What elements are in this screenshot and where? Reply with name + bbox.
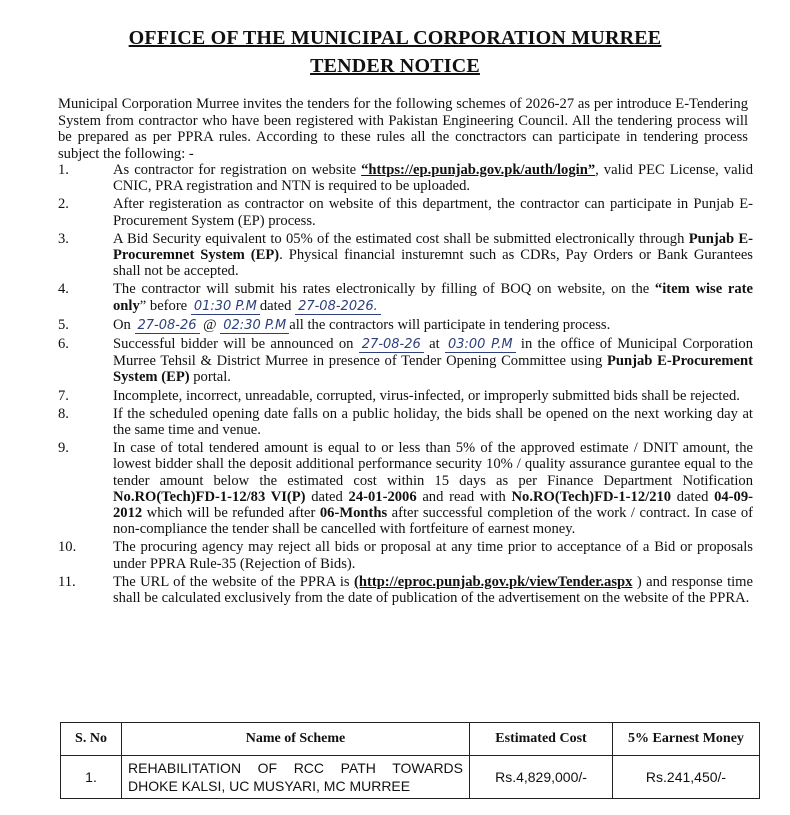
notification-number: No.RO(Tech)FD-1-12/210 bbox=[511, 488, 672, 505]
conditions-list bbox=[58, 162, 753, 608]
handwritten-date: 27-08-26 bbox=[135, 318, 200, 334]
notification-date: 04-09-2012 bbox=[113, 488, 753, 522]
item-number: 4. bbox=[58, 281, 69, 298]
handwritten-date: 27-08-26 bbox=[359, 337, 424, 353]
text-segment: . Physical financial insturemnt such as CDRs, Pay Orders or Bank Gurantees shall not be accepted. bbox=[113, 247, 753, 280]
condition-item bbox=[58, 281, 753, 314]
item-number: 8. bbox=[58, 405, 69, 422]
text-segment: at bbox=[423, 336, 445, 353]
item-number: 2. bbox=[58, 196, 69, 213]
bold-text: Punjab E-Procurement System (EP) bbox=[113, 353, 754, 386]
item-text: If the scheduled opening date falls on a public holiday, the bids shall be opened on the next working day at the same time and venue. bbox=[113, 405, 753, 439]
text-segment: in the office of Municipal Corporation Murree Tehsil & District Murree in presence of Tender Opening Committee using bbox=[113, 336, 754, 370]
text-segment: , valid PEC License, valid CNIC, PRA registration and NTN is required to be uploaded. bbox=[113, 162, 753, 195]
text-segment: all the contractors will participate in tendering process. bbox=[289, 316, 611, 333]
item-number: 11. bbox=[58, 573, 76, 590]
condition-item bbox=[58, 539, 753, 571]
text-segment: Successful bidder will be announced on bbox=[113, 336, 359, 353]
text-segment: In case of total tendered amount is equal to or less than 5% of the approved estimate / DNIT amount, the lowest bidder shall the deposit additional performance security 10% / quality assurance gurantee equal to the tender amount below the estimated cost within 15 days as per Finance Department Notification bbox=[113, 440, 753, 489]
handwritten-time: 02:30 P.M bbox=[220, 318, 289, 334]
text-segment: dated bbox=[259, 297, 296, 314]
ep-login-link[interactable]: “https://ep.punjab.gov.pk/auth/login” bbox=[361, 162, 596, 178]
handwritten-date: 27-08-2026. bbox=[295, 299, 381, 315]
notice-title: TENDER NOTICE bbox=[310, 55, 480, 77]
item-number: 3. bbox=[58, 230, 69, 247]
text-segment: portal. bbox=[189, 369, 231, 386]
item-text: The procuring agency may reject all bids or proposal at any time prior to acceptance of a Bid or proposals under PPRA Rule-35 (Rejection of Bids). bbox=[113, 539, 753, 572]
col-money-header: 5% Earnest Money bbox=[613, 723, 760, 756]
condition-item bbox=[58, 196, 753, 228]
condition-item bbox=[58, 574, 753, 606]
item-number: 7. bbox=[58, 387, 69, 404]
item-number: 5. bbox=[58, 316, 69, 333]
text-segment: dated bbox=[671, 488, 715, 505]
ppra-link[interactable]: (http://eproc.punjab.gov.pk/viewTender.aspx bbox=[354, 573, 633, 590]
notification-date: 24-01-2006 bbox=[348, 488, 417, 505]
text-segment: ) and response time shall be calculated exclusively from the date of publication of the advertisement on the website of the PPRA. bbox=[113, 573, 754, 607]
col-name-header: Name of Scheme bbox=[122, 723, 470, 756]
office-title: OFFICE OF THE MUNICIPAL CORPORATION MURREE bbox=[128, 27, 662, 49]
text-segment: after successful completion of the work / contract. In case of non-compliance the tender shall be cancelled with fortfeiture of earnest money. bbox=[113, 505, 753, 538]
bold-text: Punjab E-Procuremnet System (EP) bbox=[113, 230, 753, 264]
text-segment: The URL of the website of the PPRA is bbox=[113, 573, 354, 590]
cell-scheme-name: REHABILITATION OF RCC PATH TOWARDS DHOKE KALSI, UC MUSYARI, MC MURREE bbox=[122, 756, 470, 799]
item-number: 1. bbox=[58, 162, 69, 178]
item-text bbox=[113, 317, 753, 334]
handwritten-time: 01:30 P.M bbox=[191, 299, 260, 315]
condition-item bbox=[58, 231, 753, 280]
text-segment: dated bbox=[305, 488, 349, 505]
item-number: 10. bbox=[58, 539, 77, 556]
handwritten-time: 03:00 P.M bbox=[445, 337, 516, 353]
col-cost-header: Estimated Cost bbox=[470, 723, 613, 756]
item-number: 6. bbox=[58, 336, 69, 353]
condition-item bbox=[58, 388, 753, 404]
text-segment: A Bid Security equivalent to 05% of the estimated cost shall be submitted electronically through bbox=[113, 230, 689, 247]
condition-item bbox=[58, 317, 753, 334]
text-segment: The contractor will submit his rates electronically by filling of BOQ on website, on the bbox=[113, 281, 655, 298]
cell-sno: 1. bbox=[61, 756, 122, 799]
text-segment: As contractor for registration on website bbox=[113, 162, 362, 178]
text-segment: which will be refunded after bbox=[142, 505, 320, 522]
intro-paragraph: Municipal Corporation Murree invites the tenders for the following schemes of 2026-27 as per introduce E-Tendering System from contractor who have been registered with Pakistan Engineering Council. All the tendering process will be prepared as per PPRA rules. According to these rules all the conctractors can participate in tendering process subject the following: - bbox=[58, 96, 748, 162]
table-header-row bbox=[61, 723, 760, 756]
refund-period: 06-Months bbox=[319, 505, 388, 522]
cell-earnest-money: Rs.241,450/- bbox=[613, 756, 760, 799]
item-number: 9. bbox=[58, 440, 69, 457]
text-segment: On bbox=[113, 316, 135, 333]
item-text: After registeration as contractor on website of this department, the contractor can participate in Punjab E-Procurement System (EP) process. bbox=[113, 196, 753, 229]
col-sno-header: S. No bbox=[61, 723, 122, 756]
text-segment: @ bbox=[199, 316, 221, 333]
item-text bbox=[113, 336, 753, 386]
text-segment: ” before bbox=[139, 297, 191, 314]
item-text bbox=[113, 162, 753, 194]
condition-item bbox=[58, 440, 753, 537]
item-text bbox=[113, 440, 753, 537]
condition-item bbox=[58, 336, 753, 386]
text-segment: and read with bbox=[416, 488, 512, 505]
condition-item bbox=[58, 162, 753, 194]
condition-item bbox=[58, 406, 753, 438]
item-text bbox=[113, 231, 753, 280]
schemes-table bbox=[60, 722, 760, 799]
notification-number: No.RO(Tech)FD-1-12/83 VI(P) bbox=[113, 488, 306, 505]
table-row bbox=[61, 756, 760, 799]
bold-text: “item wise rate only bbox=[113, 281, 753, 314]
cell-estimated-cost: Rs.4,829,000/- bbox=[470, 756, 613, 799]
item-text: Incomplete, incorrect, unreadable, corrupted, virus-infected, or improperly submitted bids shall be rejected. bbox=[113, 387, 740, 404]
item-text bbox=[113, 574, 753, 606]
item-text bbox=[113, 281, 753, 314]
